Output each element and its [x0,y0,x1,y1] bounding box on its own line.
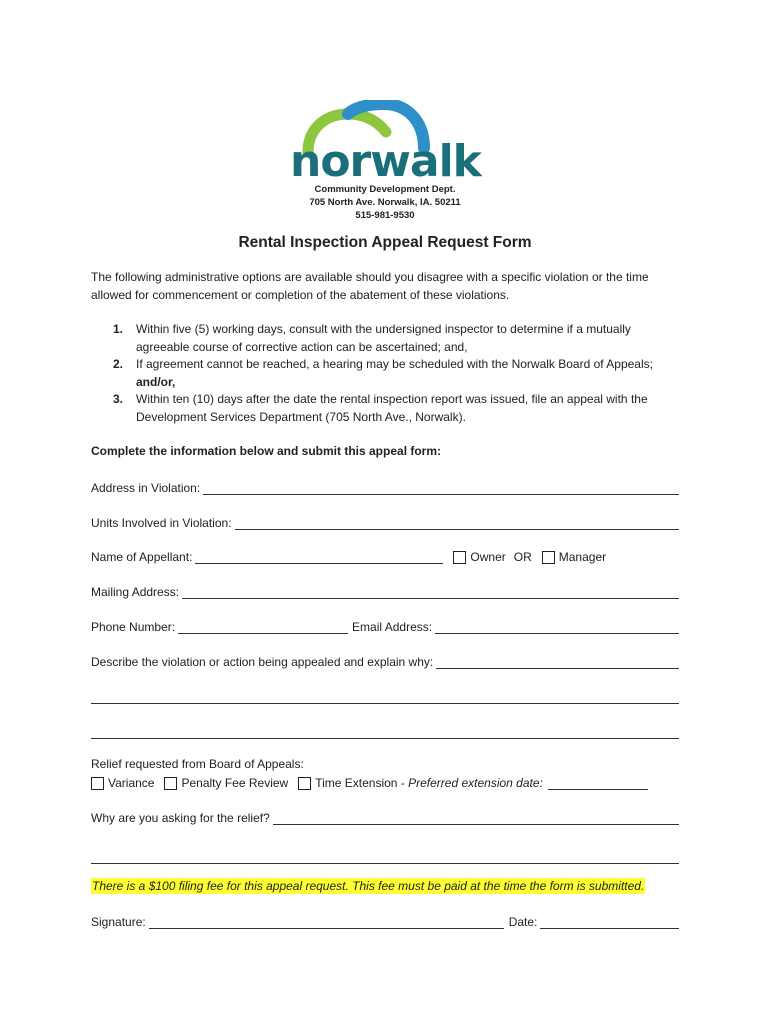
signature-label: Signature: [91,915,146,929]
list-text: Within five (5) working days, consult with the undersigned inspector to determine if a mutually agreeable course of corrective action can be ascertained; and, [136,322,631,354]
signature-date-row [91,911,679,929]
time-extension-checkbox[interactable] [298,777,311,790]
preferred-date-input-line[interactable] [548,776,648,790]
penalty-label: Penalty Fee Review [181,776,289,790]
date-label: Date: [508,915,538,929]
options-list [91,321,681,426]
list-item [91,391,681,426]
list-text: If agreement cannot be reached, a hearing may be scheduled with the Norwalk Board of Appeals; [136,357,653,371]
phone-input-line[interactable] [178,620,348,634]
describe-extra-row [91,721,679,739]
list-suffix: and/or, [136,374,176,389]
date-input-line[interactable] [540,915,679,929]
penalty-checkbox[interactable] [164,777,177,790]
mailing-label: Mailing Address: [91,585,180,599]
address-input-line[interactable] [203,481,679,495]
units-field-row [91,512,679,530]
describe-input-line[interactable] [436,655,679,669]
dept-phone: 515-981-9530 [355,210,415,221]
why-input-line-2[interactable] [91,850,679,864]
appellant-field-row [91,546,679,564]
units-label: Units Involved in Violation: [91,516,232,530]
appellant-label: Name of Appellant: [91,550,193,564]
manager-label: Manager [558,550,607,564]
address-label: Address in Violation: [91,481,201,495]
describe-label: Describe the violation or action being appealed and explain why: [91,655,434,669]
address-field-row [91,477,679,495]
owner-label: Owner [470,550,506,564]
why-extra-row [91,846,679,864]
manager-checkbox[interactable] [542,551,555,564]
preferred-date-label: Preferred extension date: [408,776,543,790]
appellant-input-line[interactable] [195,550,443,564]
describe-field-row [91,651,679,669]
describe-input-line-3[interactable] [91,725,679,739]
list-number: 3. [113,392,124,406]
phone-email-row [91,616,679,634]
email-input-line[interactable] [435,620,679,634]
list-number: 1. [113,322,124,336]
form-title: Rental Inspection Appeal Request Form [238,234,532,251]
dept-name: Community Development Dept. [314,184,456,195]
describe-extra-row [91,686,679,704]
why-field-row [91,807,679,825]
mailing-input-line[interactable] [182,585,679,599]
fee-notice: There is a $100 filing fee for this appeal request. This fee must be paid at the time the form is submitted. [92,879,645,893]
variance-checkbox[interactable] [91,777,104,790]
signature-input-line[interactable] [149,915,504,929]
variance-label: Variance [108,776,155,790]
list-number: 2. [113,357,124,371]
why-label: Why are you asking for the relief? [91,811,270,825]
relief-options-row [91,772,679,790]
mailing-field-row [91,581,679,599]
relief-label: Relief requested from Board of Appeals: [91,757,304,771]
svg-text:norwalk: norwalk [290,136,481,180]
time-extension-label: Time Extension - [315,776,409,790]
norwalk-logo [286,100,482,180]
instruction-text: Complete the information below and submit this appeal form: [91,444,442,458]
intro-paragraph: The following administrative options are available should you disagree with a specific violation or the time allowed for commencement or completion of the abatement of these violations. [91,270,649,302]
list-text: Within ten (10) days after the date the rental inspection report was issued, file an appeal with the Development Services Department (705 North Ave., Norwalk). [136,392,648,424]
dept-address: 705 North Ave. Norwalk, IA. 50211 [309,197,461,208]
list-item [91,356,681,391]
units-input-line[interactable] [235,516,679,530]
owner-checkbox[interactable] [453,551,466,564]
describe-input-line-2[interactable] [91,690,679,704]
phone-label: Phone Number: [91,620,176,634]
or-label: OR [513,550,532,564]
list-item [91,321,681,356]
why-input-line[interactable] [273,811,679,825]
email-label: Email Address: [352,620,433,634]
